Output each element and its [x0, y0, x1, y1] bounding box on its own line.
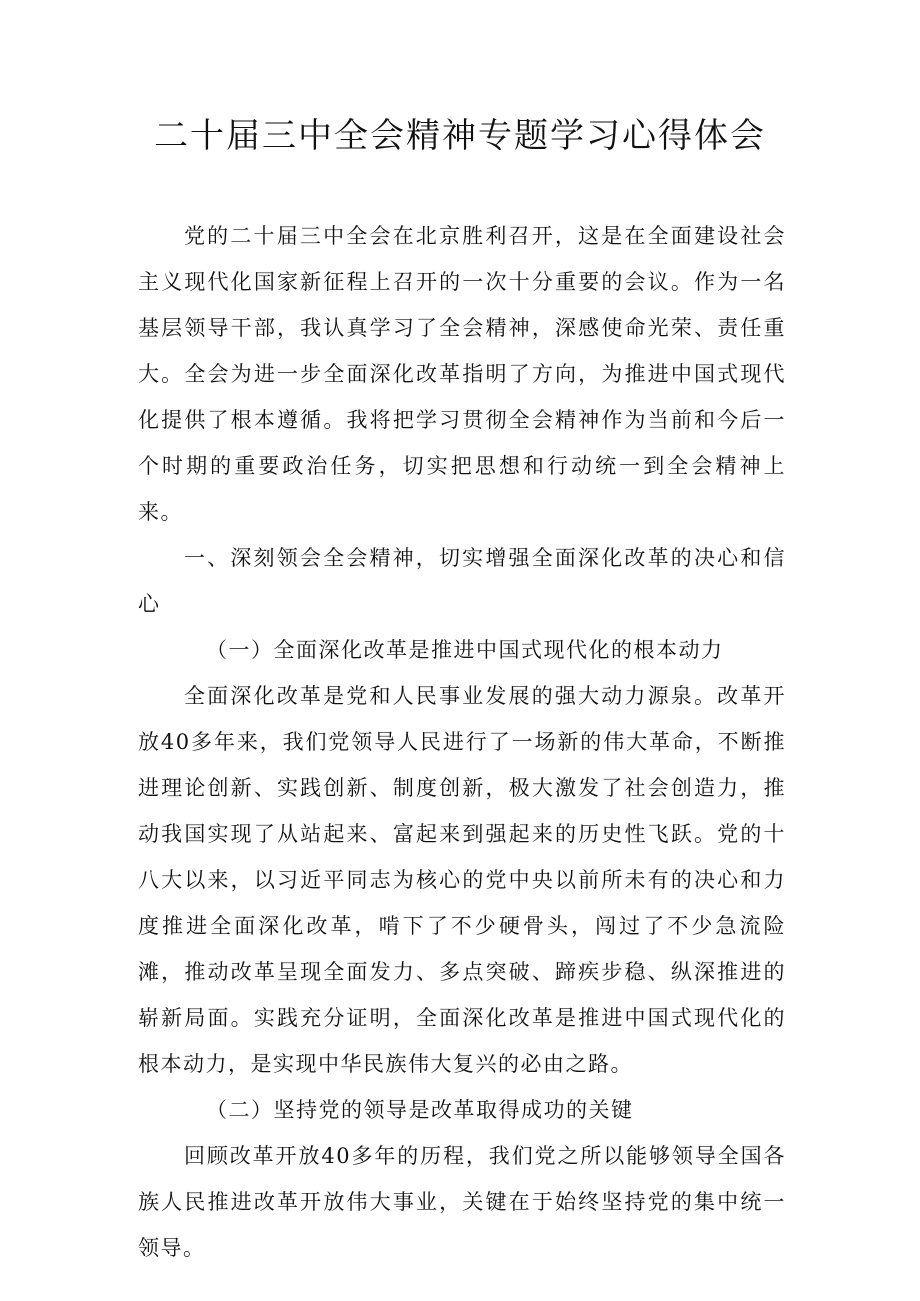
- subsection-2-heading: （二）坚持党的领导是改革取得成功的关键: [206, 1098, 634, 1122]
- subsection-2-paragraph: 回顾改革开放40多年的历程，我们党之所以能够领导全国各族人民推进改革开放伟大事业，关键在于始终坚持党的集中统一领导。: [138, 1144, 786, 1260]
- subsection-1-paragraph: 全面深化改革是党和人民事业发展的强大动力源泉。改革开放40多年来，我们党领导人民进行了一场新的伟大革命，不断推进理论创新、实践创新、制度创新，极大激发了社会创造力，推动我国实现了从站起来、富起来到强起来的历史性飞跃。党的十八大以来，以习近平同志为核心的党中央以前所未有的决心和力度推进全面深化改革，啃下了不少硬骨头，闯过了不少急流险滩，推动改革呈现全面发力、多点突破、蹄疾步稳、纵深推进的崭新局面。实践充分证明，全面深化改革是推进中国式现代化的根本动力，是实现中华民族伟大复兴的必由之路。: [138, 684, 786, 1076]
- subsection-1-heading: （一）全面深化改革是推进中国式现代化的根本动力: [206, 638, 724, 662]
- document-body: [138, 213, 786, 1271]
- document-title: 二十届三中全会精神专题学习心得体会: [154, 116, 766, 156]
- section-1-heading: 一、深刻领会全会精神，切实增强全面深化改革的决心和信心: [138, 546, 786, 616]
- intro-paragraph: 党的二十届三中全会在北京胜利召开，这是在全面建设社会主义现代化国家新征程上召开的一次十分重要的会议。作为一名基层领导干部，我认真学习了全会精神，深感使命光荣、责任重大。全会为进一步全面深化改革指明了方向，为推进中国式现代化提供了根本遵循。我将把学习贯彻全会精神作为当前和今后一个时期的重要政治任务，切实把思想和行动统一到全会精神上来。: [138, 224, 786, 524]
